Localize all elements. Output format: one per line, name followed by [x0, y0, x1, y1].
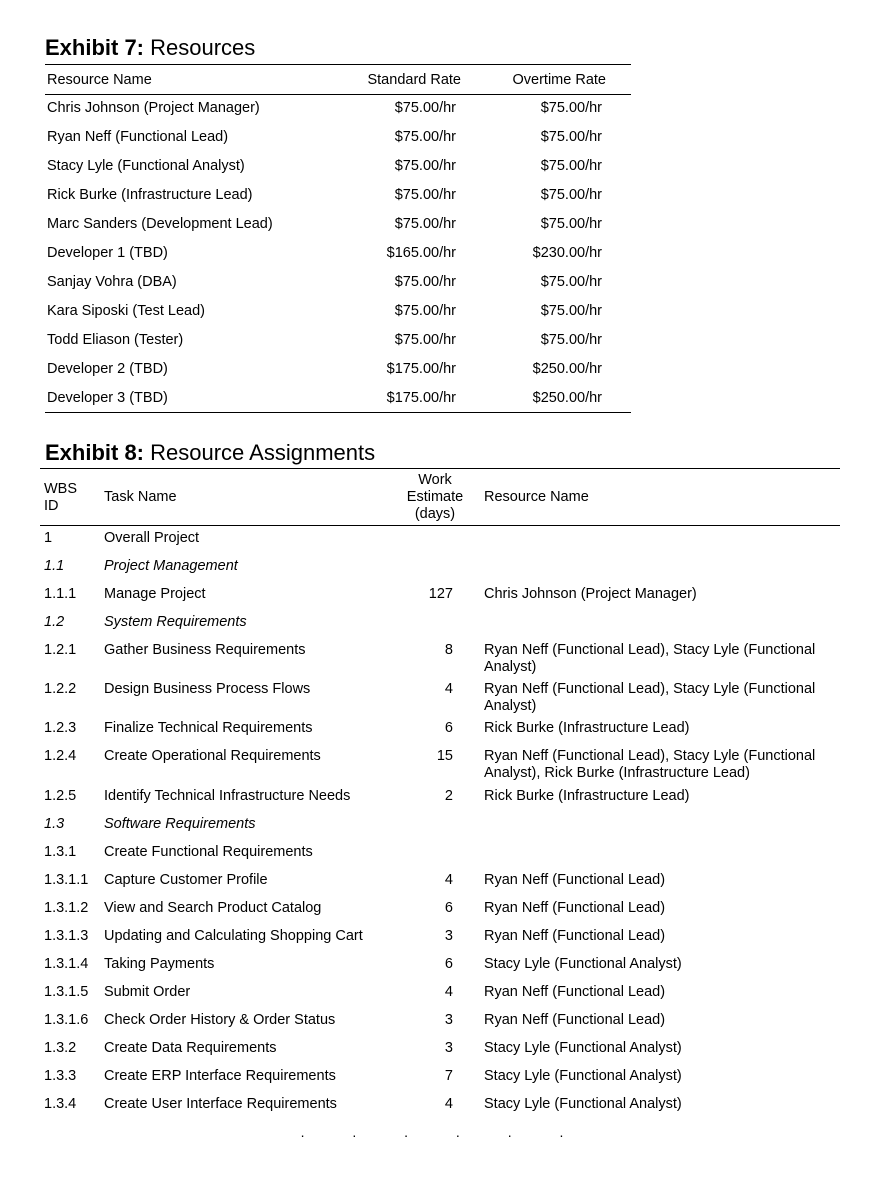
resource-name: Developer 1 (TBD) — [47, 245, 168, 261]
wbs-id: 1 — [44, 530, 53, 546]
wbs-id: 1.1 — [44, 558, 65, 574]
exhibit-7-title: Exhibit 7: Resources — [45, 35, 256, 60]
assigned-resources: Ryan Neff (Functional Lead), Stacy Lyle (Functional Analyst) — [484, 642, 816, 675]
wbs-id: 1.2.1 — [44, 642, 77, 658]
wbs-id: 1.3.1.6 — [44, 1012, 89, 1028]
resource-name: Kara Siposki (Test Lead) — [47, 303, 205, 319]
work-estimate: 6 — [444, 720, 453, 736]
wbs-id: 1.1.1 — [44, 586, 77, 602]
standard-rate: $165.00/hr — [386, 245, 456, 261]
exhibit-7-header-name: Resource Name — [47, 72, 152, 88]
exhibit-7-header-overtime: Overtime Rate — [512, 72, 606, 88]
task-name: Create Operational Requirements — [104, 748, 321, 764]
work-estimate: 4 — [444, 984, 453, 1000]
work-estimate: 3 — [444, 1040, 453, 1056]
wbs-id: 1.3.1.5 — [44, 984, 89, 1000]
assigned-resources: Ryan Neff (Functional Lead) — [484, 984, 666, 1000]
task-name: Create Data Requirements — [104, 1040, 277, 1056]
work-estimate: 3 — [444, 928, 453, 944]
work-estimate: 4 — [444, 872, 453, 888]
wbs-id: 1.2.2 — [44, 681, 77, 697]
standard-rate: $75.00/hr — [394, 100, 456, 116]
task-name: Finalize Technical Requirements — [104, 720, 313, 736]
overtime-rate: $75.00/hr — [540, 187, 602, 203]
assigned-resources: Stacy Lyle (Functional Analyst) — [484, 1040, 682, 1056]
overtime-rate: $75.00/hr — [540, 216, 602, 232]
assigned-resources: Rick Burke (Infrastructure Lead) — [484, 720, 690, 736]
task-name: System Requirements — [104, 614, 247, 630]
wbs-id: 1.3.1.1 — [44, 872, 89, 888]
exhibit-7-top-rule — [45, 64, 631, 65]
work-estimate: 127 — [428, 586, 453, 602]
assigned-resources: Stacy Lyle (Functional Analyst) — [484, 1096, 682, 1112]
task-name: Manage Project — [104, 586, 206, 602]
exhibit-8-header-rule — [40, 525, 840, 526]
wbs-id: 1.3 — [44, 816, 65, 832]
task-name: Project Management — [104, 558, 238, 574]
wbs-id: 1.3.1.4 — [44, 956, 89, 972]
wbs-id: 1.2.3 — [44, 720, 77, 736]
task-name: Submit Order — [104, 984, 191, 1000]
task-name: Taking Payments — [104, 956, 215, 972]
resource-name: Developer 2 (TBD) — [47, 361, 168, 377]
resource-name: Rick Burke (Infrastructure Lead) — [47, 187, 253, 203]
work-estimate: 6 — [444, 956, 453, 972]
standard-rate: $75.00/hr — [394, 129, 456, 145]
overtime-rate: $75.00/hr — [540, 274, 602, 290]
wbs-id: 1.2.4 — [44, 748, 77, 764]
wbs-id: 1.2 — [44, 614, 65, 630]
standard-rate: $75.00/hr — [394, 332, 456, 348]
resource-name: Stacy Lyle (Functional Analyst) — [47, 158, 245, 174]
resource-name: Developer 3 (TBD) — [47, 390, 168, 406]
work-estimate: 8 — [444, 642, 453, 658]
task-name: View and Search Product Catalog — [104, 900, 322, 916]
exhibit-7-header-rule — [45, 94, 631, 95]
resource-name: Marc Sanders (Development Lead) — [47, 216, 273, 232]
resource-name: Chris Johnson (Project Manager) — [47, 100, 260, 116]
work-estimate: 4 — [444, 1096, 453, 1112]
task-name: Overall Project — [104, 530, 200, 546]
work-estimate: 7 — [444, 1068, 453, 1084]
assigned-resources: Rick Burke (Infrastructure Lead) — [484, 788, 690, 804]
standard-rate: $175.00/hr — [386, 361, 456, 377]
standard-rate: $175.00/hr — [386, 390, 456, 406]
overtime-rate: $250.00/hr — [532, 361, 602, 377]
exhibit-8-top-rule — [40, 468, 840, 469]
exhibit-8-header-resource: Resource Name — [484, 489, 589, 505]
wbs-id: 1.3.2 — [44, 1040, 77, 1056]
overtime-rate: $75.00/hr — [540, 303, 602, 319]
wbs-id: 1.3.3 — [44, 1068, 77, 1084]
assigned-resources: Ryan Neff (Functional Lead) — [484, 928, 666, 944]
standard-rate: $75.00/hr — [394, 216, 456, 232]
assigned-resources: Ryan Neff (Functional Lead), Stacy Lyle (Functional Analyst), Rick Burke (Infrastructure Lead) — [484, 748, 816, 781]
assigned-resources: Ryan Neff (Functional Lead) — [484, 872, 666, 888]
overtime-rate: $250.00/hr — [532, 390, 602, 406]
work-estimate: 6 — [444, 900, 453, 916]
wbs-id: 1.3.1.2 — [44, 900, 89, 916]
task-name: Check Order History & Order Status — [104, 1012, 336, 1028]
work-estimate: 15 — [436, 748, 453, 764]
work-estimate: 2 — [444, 788, 453, 804]
overtime-rate: $75.00/hr — [540, 158, 602, 174]
exhibit-8-header-work: Work Estimate (days) — [406, 472, 464, 522]
resource-name: Todd Eliason (Tester) — [47, 332, 184, 348]
work-estimate: 3 — [444, 1012, 453, 1028]
resource-name: Ryan Neff (Functional Lead) — [47, 129, 229, 145]
task-name: Identify Technical Infrastructure Needs — [104, 788, 351, 804]
exhibit-7-header-standard: Standard Rate — [367, 72, 461, 88]
task-name: Design Business Process Flows — [104, 681, 311, 697]
task-name: Updating and Calculating Shopping Cart — [104, 928, 363, 944]
standard-rate: $75.00/hr — [394, 303, 456, 319]
exhibit-8-header-task: Task Name — [104, 489, 177, 505]
task-name: Capture Customer Profile — [104, 872, 268, 888]
exhibit-8-title: Exhibit 8: Resource Assignments — [45, 440, 376, 465]
task-name: Gather Business Requirements — [104, 642, 306, 658]
wbs-id: 1.3.1 — [44, 844, 77, 860]
overtime-rate: $75.00/hr — [540, 332, 602, 348]
task-name: Create Functional Requirements — [104, 844, 313, 860]
overtime-rate: $230.00/hr — [532, 245, 602, 261]
standard-rate: $75.00/hr — [394, 187, 456, 203]
overtime-rate: $75.00/hr — [540, 100, 602, 116]
assigned-resources: Chris Johnson (Project Manager) — [484, 586, 697, 602]
work-estimate: 4 — [444, 681, 453, 697]
assigned-resources: Ryan Neff (Functional Lead), Stacy Lyle (Functional Analyst) — [484, 681, 816, 714]
task-name: Software Requirements — [104, 816, 256, 832]
exhibit-7-bottom-rule — [45, 412, 631, 413]
assigned-resources: Stacy Lyle (Functional Analyst) — [484, 1068, 682, 1084]
continuation-dots: . . . . . . — [300, 1124, 586, 1140]
standard-rate: $75.00/hr — [394, 158, 456, 174]
standard-rate: $75.00/hr — [394, 274, 456, 290]
wbs-id: 1.3.1.3 — [44, 928, 89, 944]
overtime-rate: $75.00/hr — [540, 129, 602, 145]
wbs-id: 1.3.4 — [44, 1096, 77, 1112]
task-name: Create User Interface Requirements — [104, 1096, 337, 1112]
exhibit-8-header-wbs: WBS ID — [44, 481, 78, 514]
resource-name: Sanjay Vohra (DBA) — [47, 274, 177, 290]
wbs-id: 1.2.5 — [44, 788, 77, 804]
assigned-resources: Stacy Lyle (Functional Analyst) — [484, 956, 682, 972]
assigned-resources: Ryan Neff (Functional Lead) — [484, 900, 666, 916]
assigned-resources: Ryan Neff (Functional Lead) — [484, 1012, 666, 1028]
task-name: Create ERP Interface Requirements — [104, 1068, 336, 1084]
